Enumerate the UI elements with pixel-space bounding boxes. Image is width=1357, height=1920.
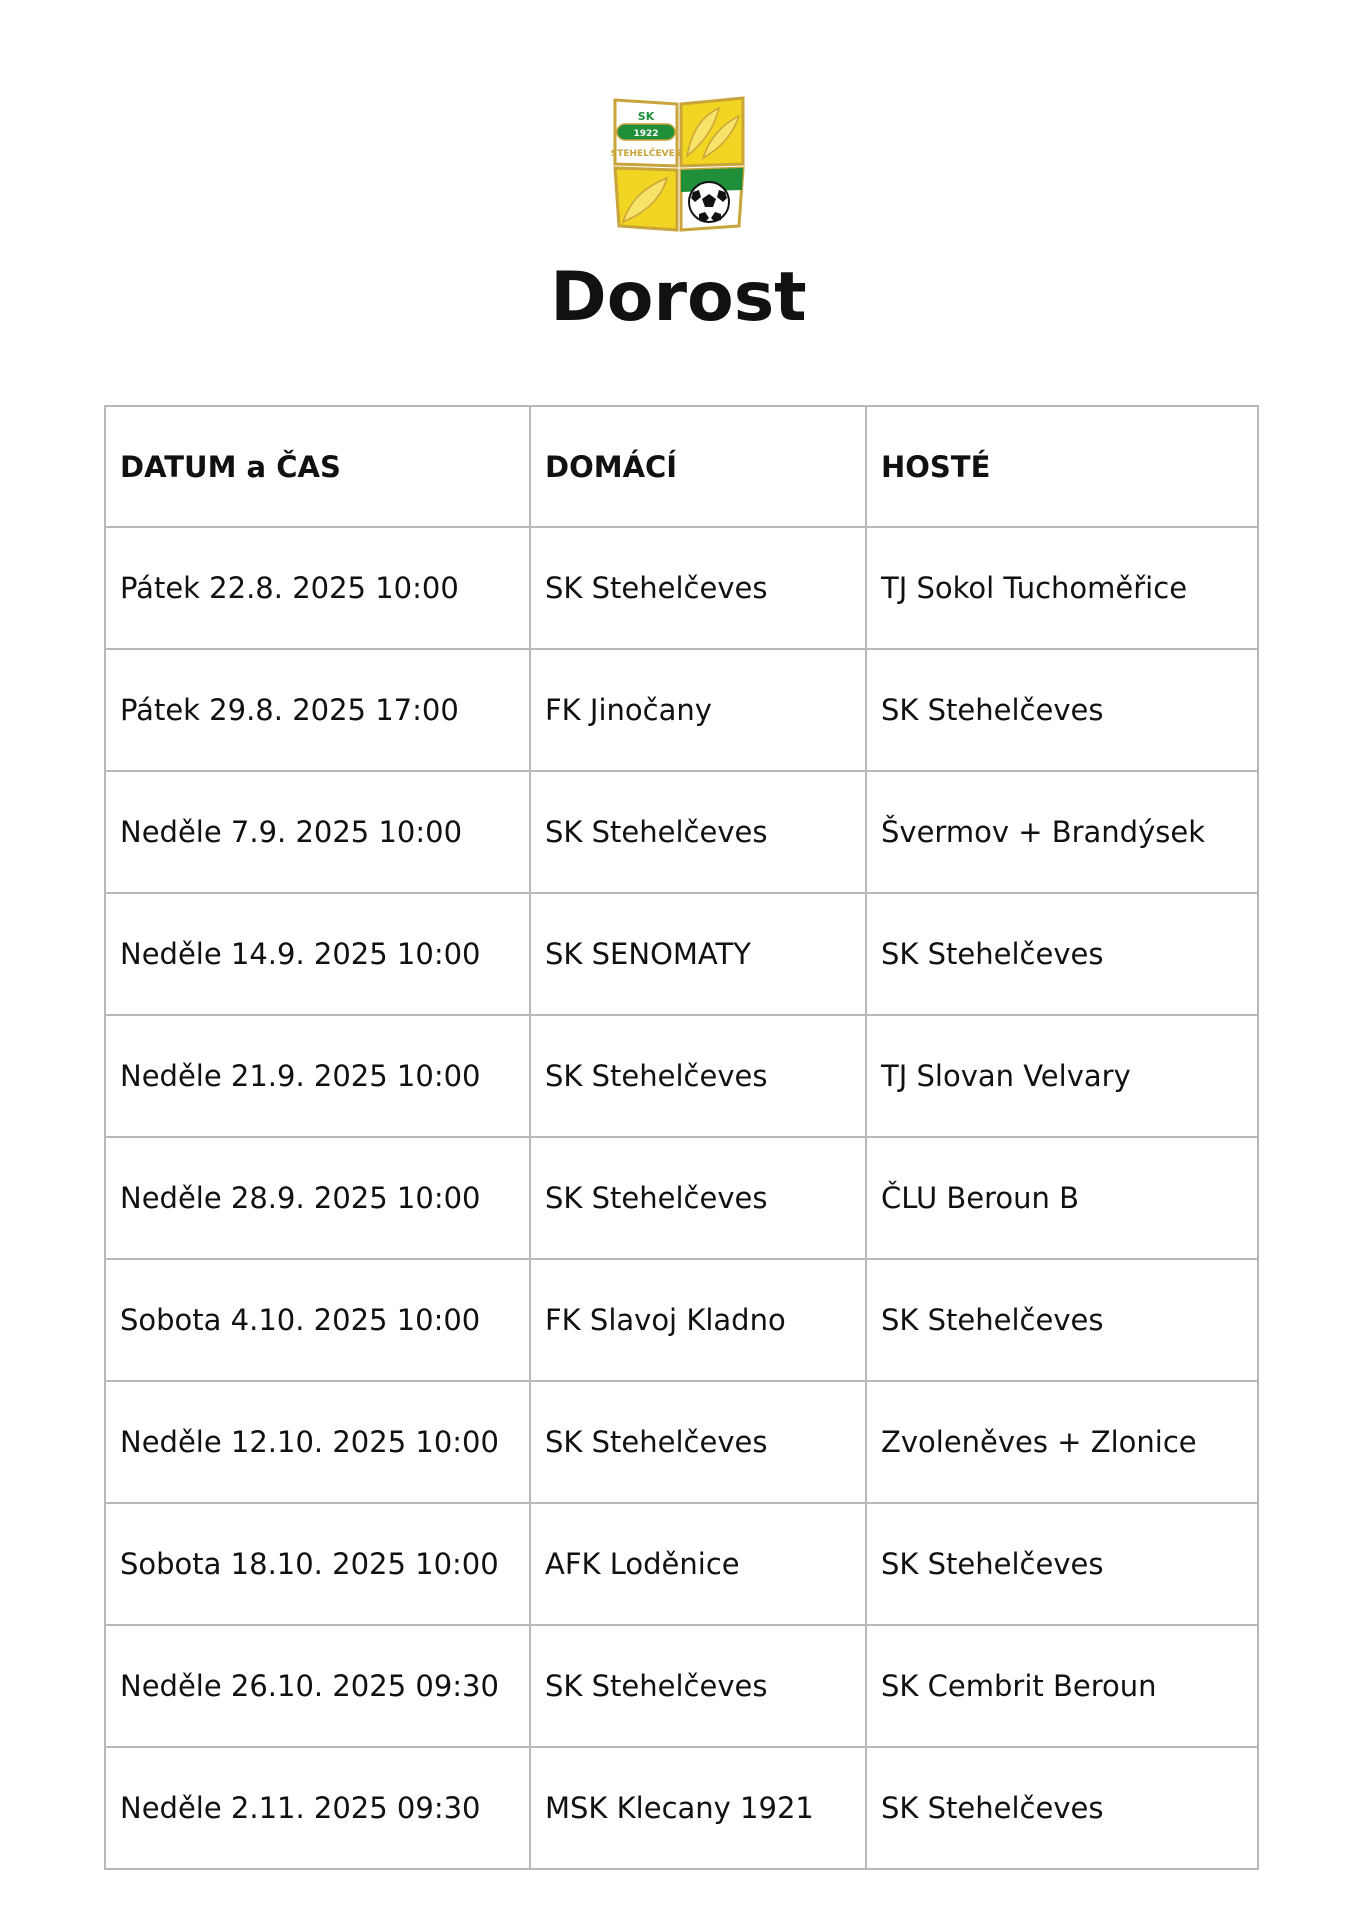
club-logo xyxy=(611,94,747,234)
table-row xyxy=(105,1381,1258,1503)
away-team: ČLU Beroun B xyxy=(866,1137,1258,1259)
match-date: Neděle 2.11. 2025 09:30 xyxy=(105,1747,530,1869)
header-date: DATUM a ČAS xyxy=(105,406,530,527)
away-team: Zvoleněves + Zlonice xyxy=(866,1381,1258,1503)
table-row xyxy=(105,1015,1258,1137)
match-date: Neděle 21.9. 2025 10:00 xyxy=(105,1015,530,1137)
logo-sk-text: SK xyxy=(637,110,655,123)
home-team: MSK Klecany 1921 xyxy=(530,1747,866,1869)
table-row xyxy=(105,771,1258,893)
table-row xyxy=(105,893,1258,1015)
home-team: SK Stehelčeves xyxy=(530,527,866,649)
away-team: SK Stehelčeves xyxy=(866,1747,1258,1869)
home-team: SK Stehelčeves xyxy=(530,1015,866,1137)
home-team: AFK Loděnice xyxy=(530,1503,866,1625)
away-team: TJ Slovan Velvary xyxy=(866,1015,1258,1137)
away-team: SK Cembrit Beroun xyxy=(866,1625,1258,1747)
away-team: SK Stehelčeves xyxy=(866,649,1258,771)
match-date: Sobota 4.10. 2025 10:00 xyxy=(105,1259,530,1381)
match-date: Pátek 22.8. 2025 10:00 xyxy=(105,527,530,649)
table-row xyxy=(105,1747,1258,1869)
home-team: FK Jinočany xyxy=(530,649,866,771)
away-team: SK Stehelčeves xyxy=(866,1259,1258,1381)
table-row xyxy=(105,1503,1258,1625)
logo-year-text: 1922 xyxy=(633,129,659,139)
home-team: SK Stehelčeves xyxy=(530,1381,866,1503)
away-team: TJ Sokol Tuchoměřice xyxy=(866,527,1258,649)
match-date: Neděle 28.9. 2025 10:00 xyxy=(105,1137,530,1259)
home-team: SK Stehelčeves xyxy=(530,1137,866,1259)
away-team: Švermov + Brandýsek xyxy=(866,771,1258,893)
match-date: Pátek 29.8. 2025 17:00 xyxy=(105,649,530,771)
header-home: DOMÁCÍ xyxy=(530,406,866,527)
home-team: SK SENOMATY xyxy=(530,893,866,1015)
away-team: SK Stehelčeves xyxy=(866,1503,1258,1625)
match-schedule-table xyxy=(104,405,1259,1870)
away-team: SK Stehelčeves xyxy=(866,893,1258,1015)
match-date: Sobota 18.10. 2025 10:00 xyxy=(105,1503,530,1625)
table-row xyxy=(105,1259,1258,1381)
table-row xyxy=(105,1625,1258,1747)
home-team: SK Stehelčeves xyxy=(530,1625,866,1747)
logo-club-text: STEHELČEVES xyxy=(611,149,682,159)
home-team: FK Slavoj Kladno xyxy=(530,1259,866,1381)
page-title: Dorost xyxy=(550,258,807,337)
header-away: HOSTÉ xyxy=(866,406,1258,527)
match-date: Neděle 26.10. 2025 09:30 xyxy=(105,1625,530,1747)
table-header-row xyxy=(105,406,1258,527)
table-row xyxy=(105,1137,1258,1259)
home-team: SK Stehelčeves xyxy=(530,771,866,893)
match-date: Neděle 7.9. 2025 10:00 xyxy=(105,771,530,893)
match-date: Neděle 14.9. 2025 10:00 xyxy=(105,893,530,1015)
table-row xyxy=(105,649,1258,771)
table-row xyxy=(105,527,1258,649)
match-date: Neděle 12.10. 2025 10:00 xyxy=(105,1381,530,1503)
